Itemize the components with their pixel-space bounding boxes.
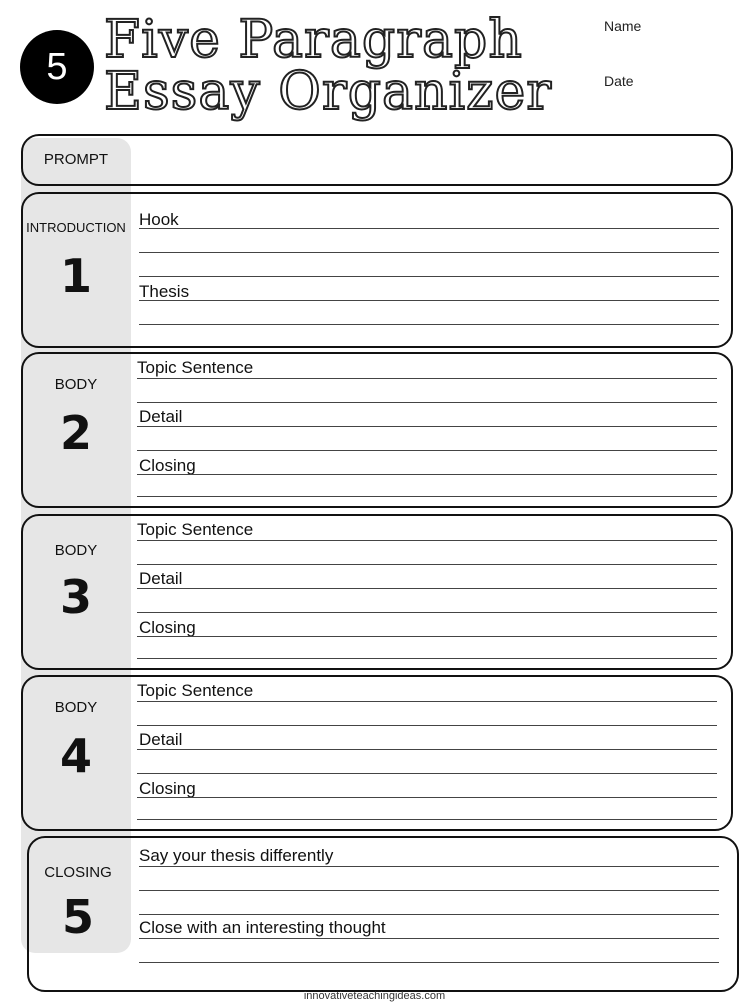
introduction-panel (21, 192, 733, 348)
write-line[interactable] (137, 402, 717, 403)
topic-sentence-label: Topic Sentence (137, 358, 254, 377)
topic-sentence-label: Topic Sentence (137, 520, 254, 539)
closing-number: 5 (61, 890, 94, 944)
write-line[interactable] (139, 866, 719, 867)
write-line[interactable] (139, 962, 719, 963)
detail-label: Detail (139, 569, 183, 588)
introduction-number: 1 (59, 249, 92, 303)
date-label: Date (604, 73, 634, 89)
write-line[interactable] (137, 636, 717, 637)
body-panel-4 (21, 675, 733, 831)
closing-section-label: CLOSING (44, 864, 112, 881)
write-line[interactable] (137, 819, 717, 820)
body-panel-2 (21, 352, 733, 508)
body-label: BODY (54, 542, 98, 559)
write-line[interactable] (139, 276, 719, 277)
write-line[interactable] (137, 797, 717, 798)
step-number-badge: 5 (20, 30, 94, 104)
body-panel-3 (21, 514, 733, 670)
write-line[interactable] (137, 612, 717, 613)
write-line[interactable] (139, 914, 719, 915)
write-line[interactable] (137, 564, 717, 565)
closing-label: Closing (139, 618, 196, 637)
name-label: Name (604, 18, 642, 34)
body-label: BODY (54, 699, 98, 716)
write-line[interactable] (137, 701, 717, 702)
introduction-label: INTRODUCTION (26, 220, 126, 235)
body-number: 3 (59, 570, 92, 624)
write-line[interactable] (137, 540, 717, 541)
write-line[interactable] (137, 773, 717, 774)
restate-thesis-label: Say your thesis differently (139, 846, 334, 865)
detail-label: Detail (139, 407, 183, 426)
thesis-label: Thesis (139, 282, 190, 301)
closing-label: Closing (139, 456, 196, 475)
footer-site: innovativeteachingideas.com (303, 990, 446, 1002)
write-line[interactable] (137, 450, 717, 451)
write-line[interactable] (137, 496, 717, 497)
write-line[interactable] (139, 890, 719, 891)
prompt-label: PROMPT (43, 151, 109, 168)
body-number: 4 (59, 729, 92, 783)
write-line[interactable] (137, 378, 717, 379)
page-title-line-2: Essay Organizer (104, 62, 553, 122)
write-line[interactable] (137, 426, 717, 427)
write-line[interactable] (137, 474, 717, 475)
write-line[interactable] (139, 252, 719, 253)
topic-sentence-label: Topic Sentence (137, 681, 254, 700)
prompt-panel (21, 134, 733, 186)
write-line[interactable] (137, 588, 717, 589)
write-line[interactable] (137, 725, 717, 726)
closing-label: Closing (139, 779, 196, 798)
write-line[interactable] (139, 324, 719, 325)
write-line[interactable] (137, 658, 717, 659)
interesting-thought-label: Close with an interesting thought (139, 918, 386, 937)
write-line[interactable] (137, 749, 717, 750)
hook-label: Hook (139, 210, 179, 229)
detail-label: Detail (139, 730, 183, 749)
body-number: 2 (59, 406, 92, 460)
closing-panel (27, 836, 739, 992)
body-label: BODY (54, 376, 98, 393)
write-line[interactable] (139, 300, 719, 301)
write-line[interactable] (139, 228, 719, 229)
write-line[interactable] (139, 938, 719, 939)
page-title-line-1: Five Paragraph (104, 10, 523, 70)
